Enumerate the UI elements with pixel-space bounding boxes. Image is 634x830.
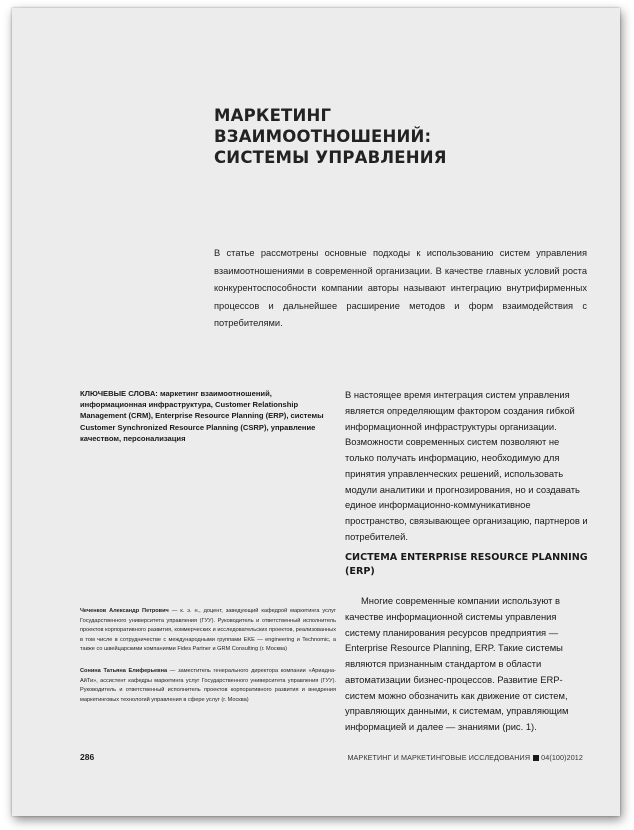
- author-bio-1: — к. э. н., доцент, заведующий кафедрой маркетинга услуг Государственного университета управления (ГУУ). Руководитель и ответственный исполнитель проектов корпоративного развития, коммерческих и исследовательских проектов, реализованных в том числе в сотрудничестве с международными группами EKE — engineering и Technomic, а также со швейцарскими компаниями Fides Partner и GRM Consulting (г. Москва): [80, 608, 336, 653]
- journal-issue: 04(100)2012: [541, 753, 583, 762]
- journal-footer: [347, 753, 583, 762]
- journal-page: [12, 8, 620, 816]
- journal-name: МАРКЕТИНГ И МАРКЕТИНГОВЫЕ ИССЛЕДОВАНИЯ: [347, 753, 531, 762]
- page-number: 286: [80, 752, 95, 762]
- square-separator-icon: [533, 755, 539, 761]
- article-abstract: В статье рассмотрены основные подходы к использованию систем управления взаимоотношениями в современной организации. В качестве главных условий роста конкурентоспособности компании авторы называют интеграцию внутрифирменных процессов и дальнейшее расширение методов и форм взаимодействия с потребителями.: [214, 248, 587, 329]
- section-heading: СИСТЕМА ENTERPRISE RESOURCE PLANNING (ERP): [345, 552, 588, 577]
- keywords-block: КЛЮЧЕВЫЕ СЛОВА: маркетинг взаимоотношений, информационная инфраструктура, Customer Relationship Management (CRM), Enterprise Resource Planning (ERP), системы Customer Synchronized Resource Planning (CSRP), управление качеством, персонализация: [80, 389, 324, 443]
- author-name-1: Чеченков Александр Петрович: [80, 608, 169, 614]
- section-paragraph: [345, 593, 590, 735]
- article-title: [214, 105, 554, 168]
- author-name-2: Сонина Татьяна Елиферьевна: [80, 668, 168, 674]
- intro-paragraph: В настоящее время интеграция систем управления является определяющим фактором создания гибкой информационной инфраструктуры организации. Возможности современных систем позволяют не только получать информацию, необходимую для принятия управленческих решений, использовать модули аналитики и прогнозирования, но и создавать единое информационно-коммуникативное пространство, связывающее организацию, партнеров и потребителей.: [345, 389, 588, 542]
- section-paragraph-text: Многие современные компании используют в качестве информационной системы управления систему планирования ресурсов предприятия — Enterprise Resource Planning, ERP. Такие системы являются признанным стандартом в области автоматизации бизнес-процессов. Развитие ERP-систем можно обозначить как движение от систем, управляющих данными, к системам, управляющим информацией и далее — знаниями (рис. 1).: [345, 595, 569, 732]
- author-note-2: [80, 667, 336, 705]
- article-title-line-2: СИСТЕМЫ УПРАВЛЕНИЯ: [214, 148, 447, 167]
- author-note-1: [80, 607, 336, 655]
- author-bio-2: — заместитель генерального директора компании «Ариадна-АйТи», ассистент кафедры маркетинга услуг Государственного университета управления (ГУУ). Руководитель и ответственный исполнитель проектов корпоративного развития и внедрения маркетинговых технологий управления в сфере услуг (г. Москва): [80, 668, 336, 703]
- article-title-line-1: МАРКЕТИНГ ВЗАИМООТНОШЕНИЙ:: [214, 106, 432, 146]
